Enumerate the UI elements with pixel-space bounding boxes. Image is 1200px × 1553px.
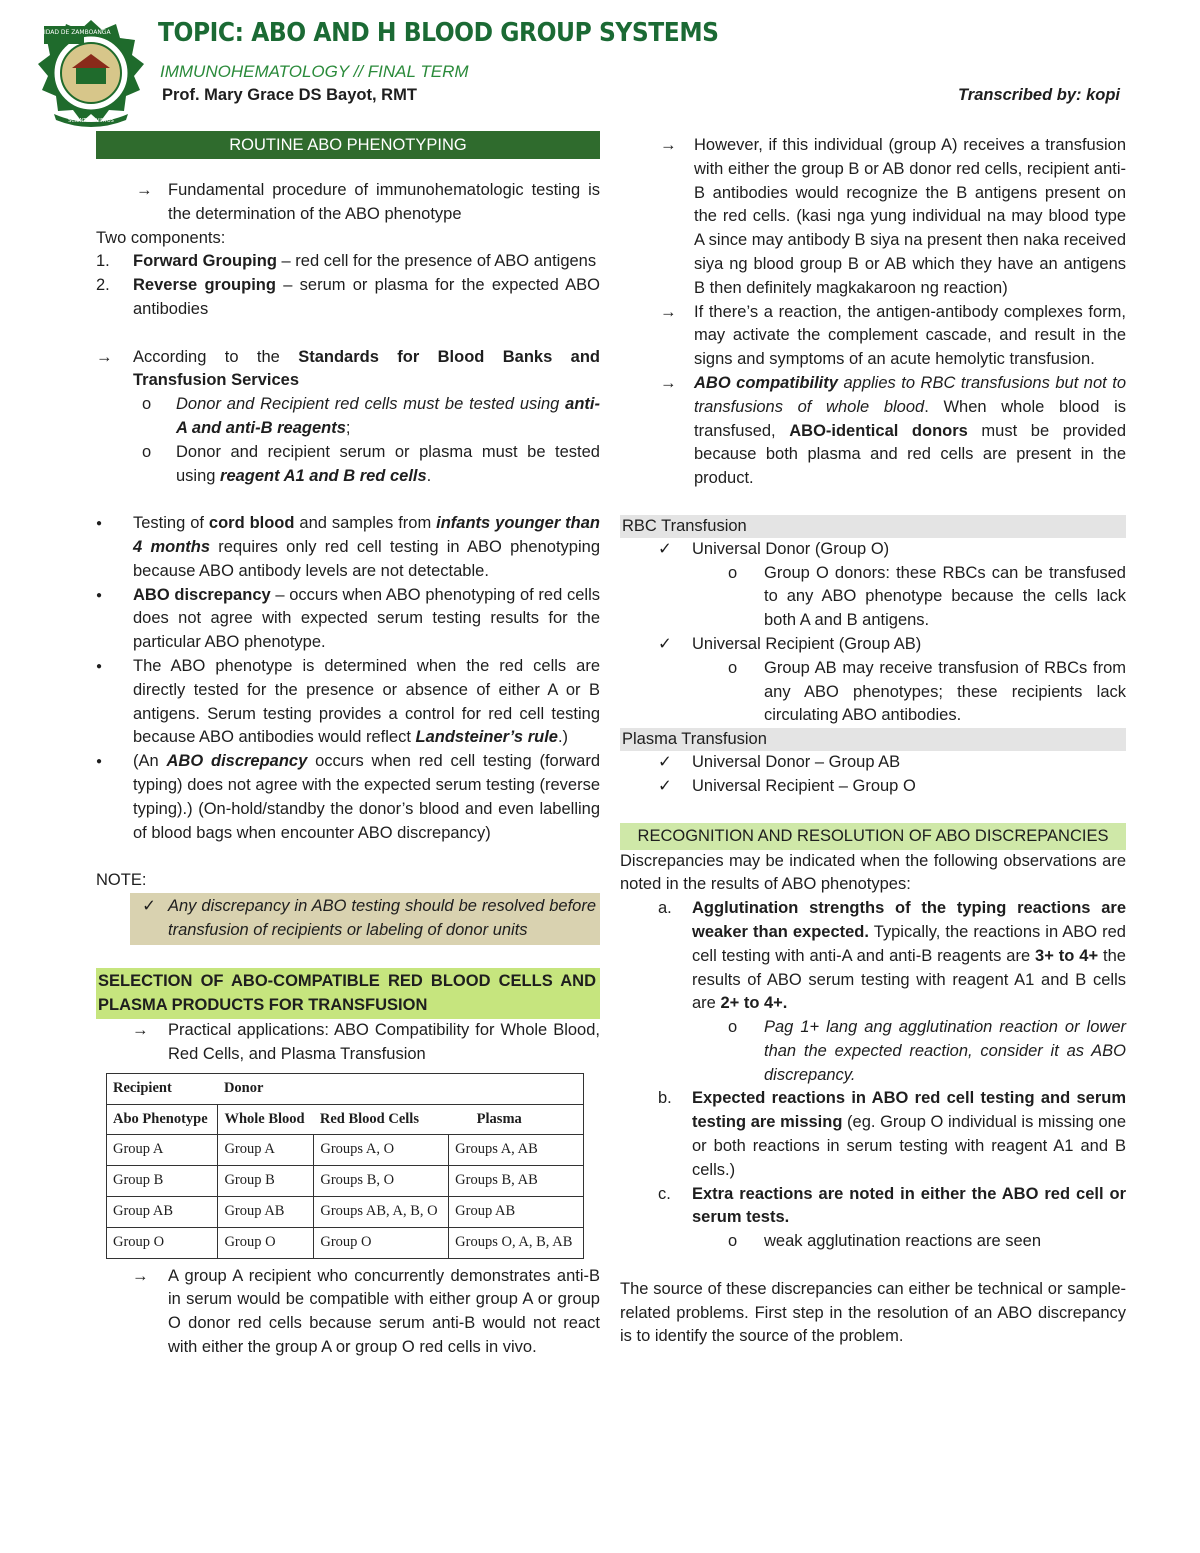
circle-bullet-icon: o [142, 395, 152, 414]
check-icon: ✓ [658, 634, 672, 653]
check-icon: ✓ [658, 539, 672, 558]
section-heading-routine: ROUTINE ABO PHENOTYPING [96, 131, 600, 159]
logo-motto: SCIENTIA · VIRTUS [68, 118, 114, 124]
arrow-item: → If there’s a reaction, the antigen-antibody complexes form, may activate the complement cascade, and result in the signs and symptoms of an acute hemolytic transfusion. [620, 301, 1126, 372]
table-subheader-row [107, 1104, 584, 1135]
paragraph: Discrepancies may be indicated when the following observations are noted in the results of ABO phenotypes: [620, 851, 1126, 894]
table-cell: Groups B, O [314, 1166, 449, 1197]
arrow-icon: → [660, 302, 677, 321]
arrow-icon: → [660, 136, 677, 154]
check-icon: ✓ [142, 896, 156, 915]
bullet-item: ● ABO discrepancy – occurs when ABO phenotyping of red cells does not agree with expected serum testing results for the particular ABO phenotype. [96, 584, 600, 655]
arrow-icon: → [660, 373, 677, 392]
bullet-item: ● (An ABO discrepancy occurs when red cell testing (forward typing) does not agree with the expected serum testing (reverse typing).) (On-hold/standby the donor’s blood and even labelling of blood bags when encounter ABO discrepancy) [96, 750, 600, 845]
circle-bullet-icon: o [142, 442, 152, 461]
note-box: ✓ Any discrepancy in ABO testing should be resolved before transfusion of recipients or labeling of donor units [130, 893, 600, 945]
bullet-icon: ● [96, 660, 103, 672]
table-header-cell: Red Blood Cells [314, 1104, 449, 1135]
arrow-icon: → [136, 181, 153, 199]
list-item: 2. Reverse grouping – serum or plasma for the expected ABO antibodies [96, 276, 600, 318]
arrow-item: → ABO compatibility applies to RBC transfusions but not to transfusions of whole blood. When whole blood is transfused, ABO-identical donors must be provided because both plasma and red cells are present in the product. [620, 372, 1126, 491]
bullet-icon: ● [96, 589, 103, 601]
table-cell: Group B [218, 1166, 314, 1197]
sub-list-item: o Group O donors: these RBCs can be transfused to any ABO phenotype because the cells lack both A and B antigens. [620, 562, 1126, 633]
check-item: ✓ Universal Donor (Group O) [620, 538, 1126, 562]
table-header-cell: Abo Phenotype [107, 1104, 218, 1135]
list-item: 1. Forward Grouping – red cell for the presence of ABO antigens [96, 252, 597, 271]
table-cell: Group O [314, 1227, 449, 1258]
table-cell: Groups A, O [314, 1135, 449, 1166]
arrow-icon: → [96, 347, 113, 366]
list-item: c. Extra reactions are noted in either the ABO red cell or serum tests. [658, 1184, 1126, 1227]
sub-list-item: o Pag 1+ lang ang agglutination reaction or lower than the expected reaction, consider it as ABO discrepancy. [620, 1016, 1126, 1087]
table-cell: Group AB [449, 1197, 584, 1228]
arrow-item: → A group A recipient who concurrently demonstrates anti-B in serum would be compatible with either group A or group O donor red cells because serum anti-B would not react with either the group A or group O red cells in vivo. [96, 1265, 600, 1360]
check-item: ✓ Universal Donor – Group AB [620, 751, 1126, 775]
bullet-item: ● The ABO phenotype is determined when the red cells are directly tested for the presence or absence of either A or B antigens. Serum testing provides a control for red cell testing because ABO antibodies would reflect Landsteiner’s rule.) [96, 655, 600, 750]
right-column [620, 134, 1126, 1349]
arrow-item: → According to the Standards for Blood Banks and Transfusion Services [96, 346, 600, 394]
circle-bullet-icon: o [728, 658, 738, 677]
table-cell: Group A [218, 1135, 314, 1166]
section-heading-rbc: RBC Transfusion [620, 515, 1126, 538]
section-heading-plasma: Plasma Transfusion [620, 728, 1126, 751]
table-cell: Group O [218, 1227, 314, 1258]
table-header-cell: Donor [218, 1073, 584, 1104]
table-header-cell: Recipient [107, 1073, 218, 1104]
table-cell: Groups AB, A, B, O [314, 1197, 449, 1228]
course-subtitle: IMMUNOHEMATOLOGY // FINAL TERM [160, 62, 469, 81]
bullet-icon: ● [96, 756, 103, 768]
table-cell: Groups B, AB [449, 1166, 584, 1197]
check-icon: ✓ [658, 753, 672, 772]
two-components-label: Two components: [96, 228, 226, 247]
circle-bullet-icon: o [728, 563, 738, 582]
arrow-item: → Practical applications: ABO Compatibility for Whole Blood, Red Cells, and Plasma Transfusion [96, 1019, 600, 1067]
bullet-icon: ● [96, 518, 103, 530]
table-cell: Group AB [218, 1197, 314, 1228]
table-header-cell: Plasma [449, 1104, 584, 1135]
table-header-row [107, 1073, 584, 1104]
arrow-item: → However, if this individual (group A) receives a transfusion with either the group B or AB donor red cells, recipient anti-B antibodies would recognize the B antigens present on the red cells. (kasi nga yung individual na may blood type A since may antibody B siya na present then naka received siya ng blood group B or AB which they have an antigens B then definitely magkakaroon ng reaction) [620, 134, 1126, 301]
table-cell: Group A [107, 1135, 218, 1166]
list-item: b. Expected reactions in ABO red cell testing and serum testing are missing (eg. Group O individual is missing one or both reactions in serum testing with reagent A1 and B cells.) [658, 1089, 1126, 1179]
table-row [107, 1197, 584, 1228]
check-item: ✓ Universal Recipient – Group O [620, 775, 1126, 799]
transcriber: Transcribed by: kopi [958, 86, 1120, 104]
sub-list-item: o Group AB may receive transfusion of RBCs from any ABO phenotypes; these recipients lack circulating ABO antibodies. [620, 657, 1126, 728]
paragraph: The source of these discrepancies can either be technical or sample-related problems. First step in the resolution of an ABO discrepancy is to identify the source of the problem. [620, 1279, 1126, 1346]
circle-bullet-icon: o [728, 1232, 738, 1251]
sub-list-item: o Donor and recipient serum or plasma must be tested using reagent A1 and B red cells. [96, 441, 600, 489]
sub-list-item: o Donor and Recipient red cells must be tested using anti-A and anti-B reagents; [96, 393, 600, 441]
bullet-item: ● Testing of cord blood and samples from infants younger than 4 months requires only red cell testing in ABO phenotyping because ABO antibody levels are not detectable. [96, 512, 600, 583]
logo-text: UNIVERSIDAD DE ZAMBOANGA [17, 29, 111, 36]
note-label: NOTE: [96, 871, 147, 890]
university-logo-icon [17, 18, 146, 128]
left-column [96, 131, 600, 1360]
table-cell: Group AB [107, 1197, 218, 1228]
table-row [107, 1227, 584, 1258]
circle-bullet-icon: o [728, 1018, 738, 1037]
table-header-cell: Whole Blood [218, 1104, 314, 1135]
check-item: ✓ Universal Recipient (Group AB) [620, 633, 1126, 657]
page-title: TOPIC: ABO AND H BLOOD GROUP SYSTEMS [158, 18, 719, 48]
table-cell: Groups A, AB [449, 1135, 584, 1166]
table-cell: Group B [107, 1166, 218, 1197]
section-heading-recognition: RECOGNITION AND RESOLUTION OF ABO DISCREPANCIES [620, 823, 1126, 850]
sub-list-item: o weak agglutination reactions are seen [620, 1230, 1126, 1254]
table-cell: Groups O, A, B, AB [449, 1227, 584, 1258]
professor-name: Prof. Mary Grace DS Bayot, RMT [162, 86, 417, 104]
check-icon: ✓ [658, 776, 672, 795]
table-row [107, 1135, 584, 1166]
list-item: a. Agglutination strengths of the typing reactions are weaker than expected. Typically, the reactions in ABO red cell testing with anti-A and anti-B reagents are 3+ to 4+ the results of ABO serum testing with reagent A1 and B cells are 2+ to 4+. [658, 899, 1126, 1013]
arrow-icon: → [132, 1266, 149, 1285]
arrow-icon: → [132, 1021, 149, 1040]
table-row [107, 1166, 584, 1197]
arrow-item: → Fundamental procedure of immunohematologic testing is the determination of the ABO phenotype [96, 179, 600, 227]
table-cell: Group O [107, 1227, 218, 1258]
section-heading-selection: SELECTION OF ABO-COMPATIBLE RED BLOOD CELLS AND PLASMA PRODUCTS FOR TRANSFUSION [96, 968, 600, 1019]
compatibility-table [106, 1073, 584, 1259]
